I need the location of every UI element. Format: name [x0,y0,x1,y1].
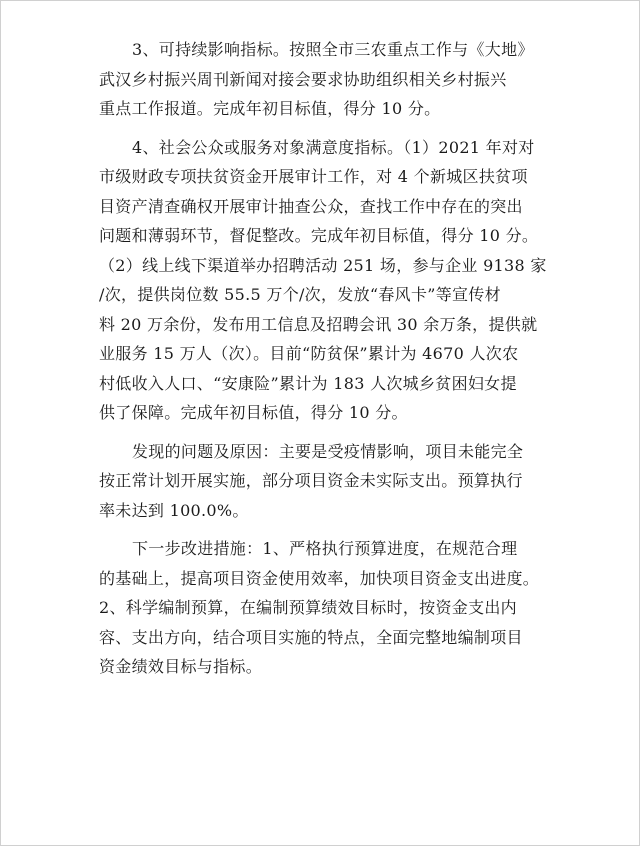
text-line: 重点工作报道。完成年初目标值，得分 10 分。 [99,99,441,118]
text-line: 2、科学编制预算，在编制预算绩效目标时，按资金支出内 [99,598,517,617]
text-line: 4、社会公众或服务对象满意度指标。（1）2021 年对对 [132,137,535,157]
text-line: 问题和薄弱环节，督促整改。完成年初目标值，得分 10 分。 [99,226,539,245]
text-line: 容、支出方向，结合项目实施的特点，全面完整地编制项目 [99,627,523,647]
text-line: 武汉乡村振兴周刊新闻对接会要求协助组织相关乡村振兴 [99,69,507,89]
text-line: 发现的问题及原因：主要是受疫情影响，项目未能完全 [132,441,524,461]
paragraph-improvement-measures [99,534,555,682]
paragraph-sustainability-indicator [99,35,555,124]
text-line: 率未达到 100.0%。 [99,500,249,520]
text-line: 业服务 15 万人（次）。目前“防贫保”累计为 4670 人次农 [99,344,519,363]
text-line: 供了保障。完成年初目标值，得分 10 分。 [99,403,408,422]
text-line: 村低收入人口、“安康险”累计为 183 人次城乡贫困妇女提 [99,373,517,393]
paragraph-satisfaction-indicator [99,133,555,428]
text-line: （2）线上线下渠道举办招聘活动 251 场，参与企业 9138 家 [99,255,547,275]
text-line: 市级财政专项扶贫资金开展审计工作，对 4 个新城区扶贫项 [99,167,528,186]
document-body [99,35,555,691]
text-line: 资金绩效目标与指标。 [99,657,263,676]
paragraph-problems-and-causes [99,437,555,526]
text-line: /次，提供岗位数 55.5 万个/次，发放“春风卡”等宣传材 [99,285,501,304]
text-line: 3、可持续影响指标。按照全市三农重点工作与《大地》 [132,40,534,59]
text-line: 按正常计划开展实施，部分项目资金未实际支出。预算执行 [99,471,523,490]
text-line: 下一步改进措施：1、严格执行预算进度，在规范合理 [132,539,518,558]
text-line: 料 20 万余份，发布用工信息及招聘会讯 30 余万条，提供就 [99,314,538,334]
text-line: 目资产清查确权开展审计抽查公众，查找工作中存在的突出 [99,196,523,216]
text-line: 的基础上，提高项目资金使用效率，加快项目资金支出进度。 [99,568,540,588]
